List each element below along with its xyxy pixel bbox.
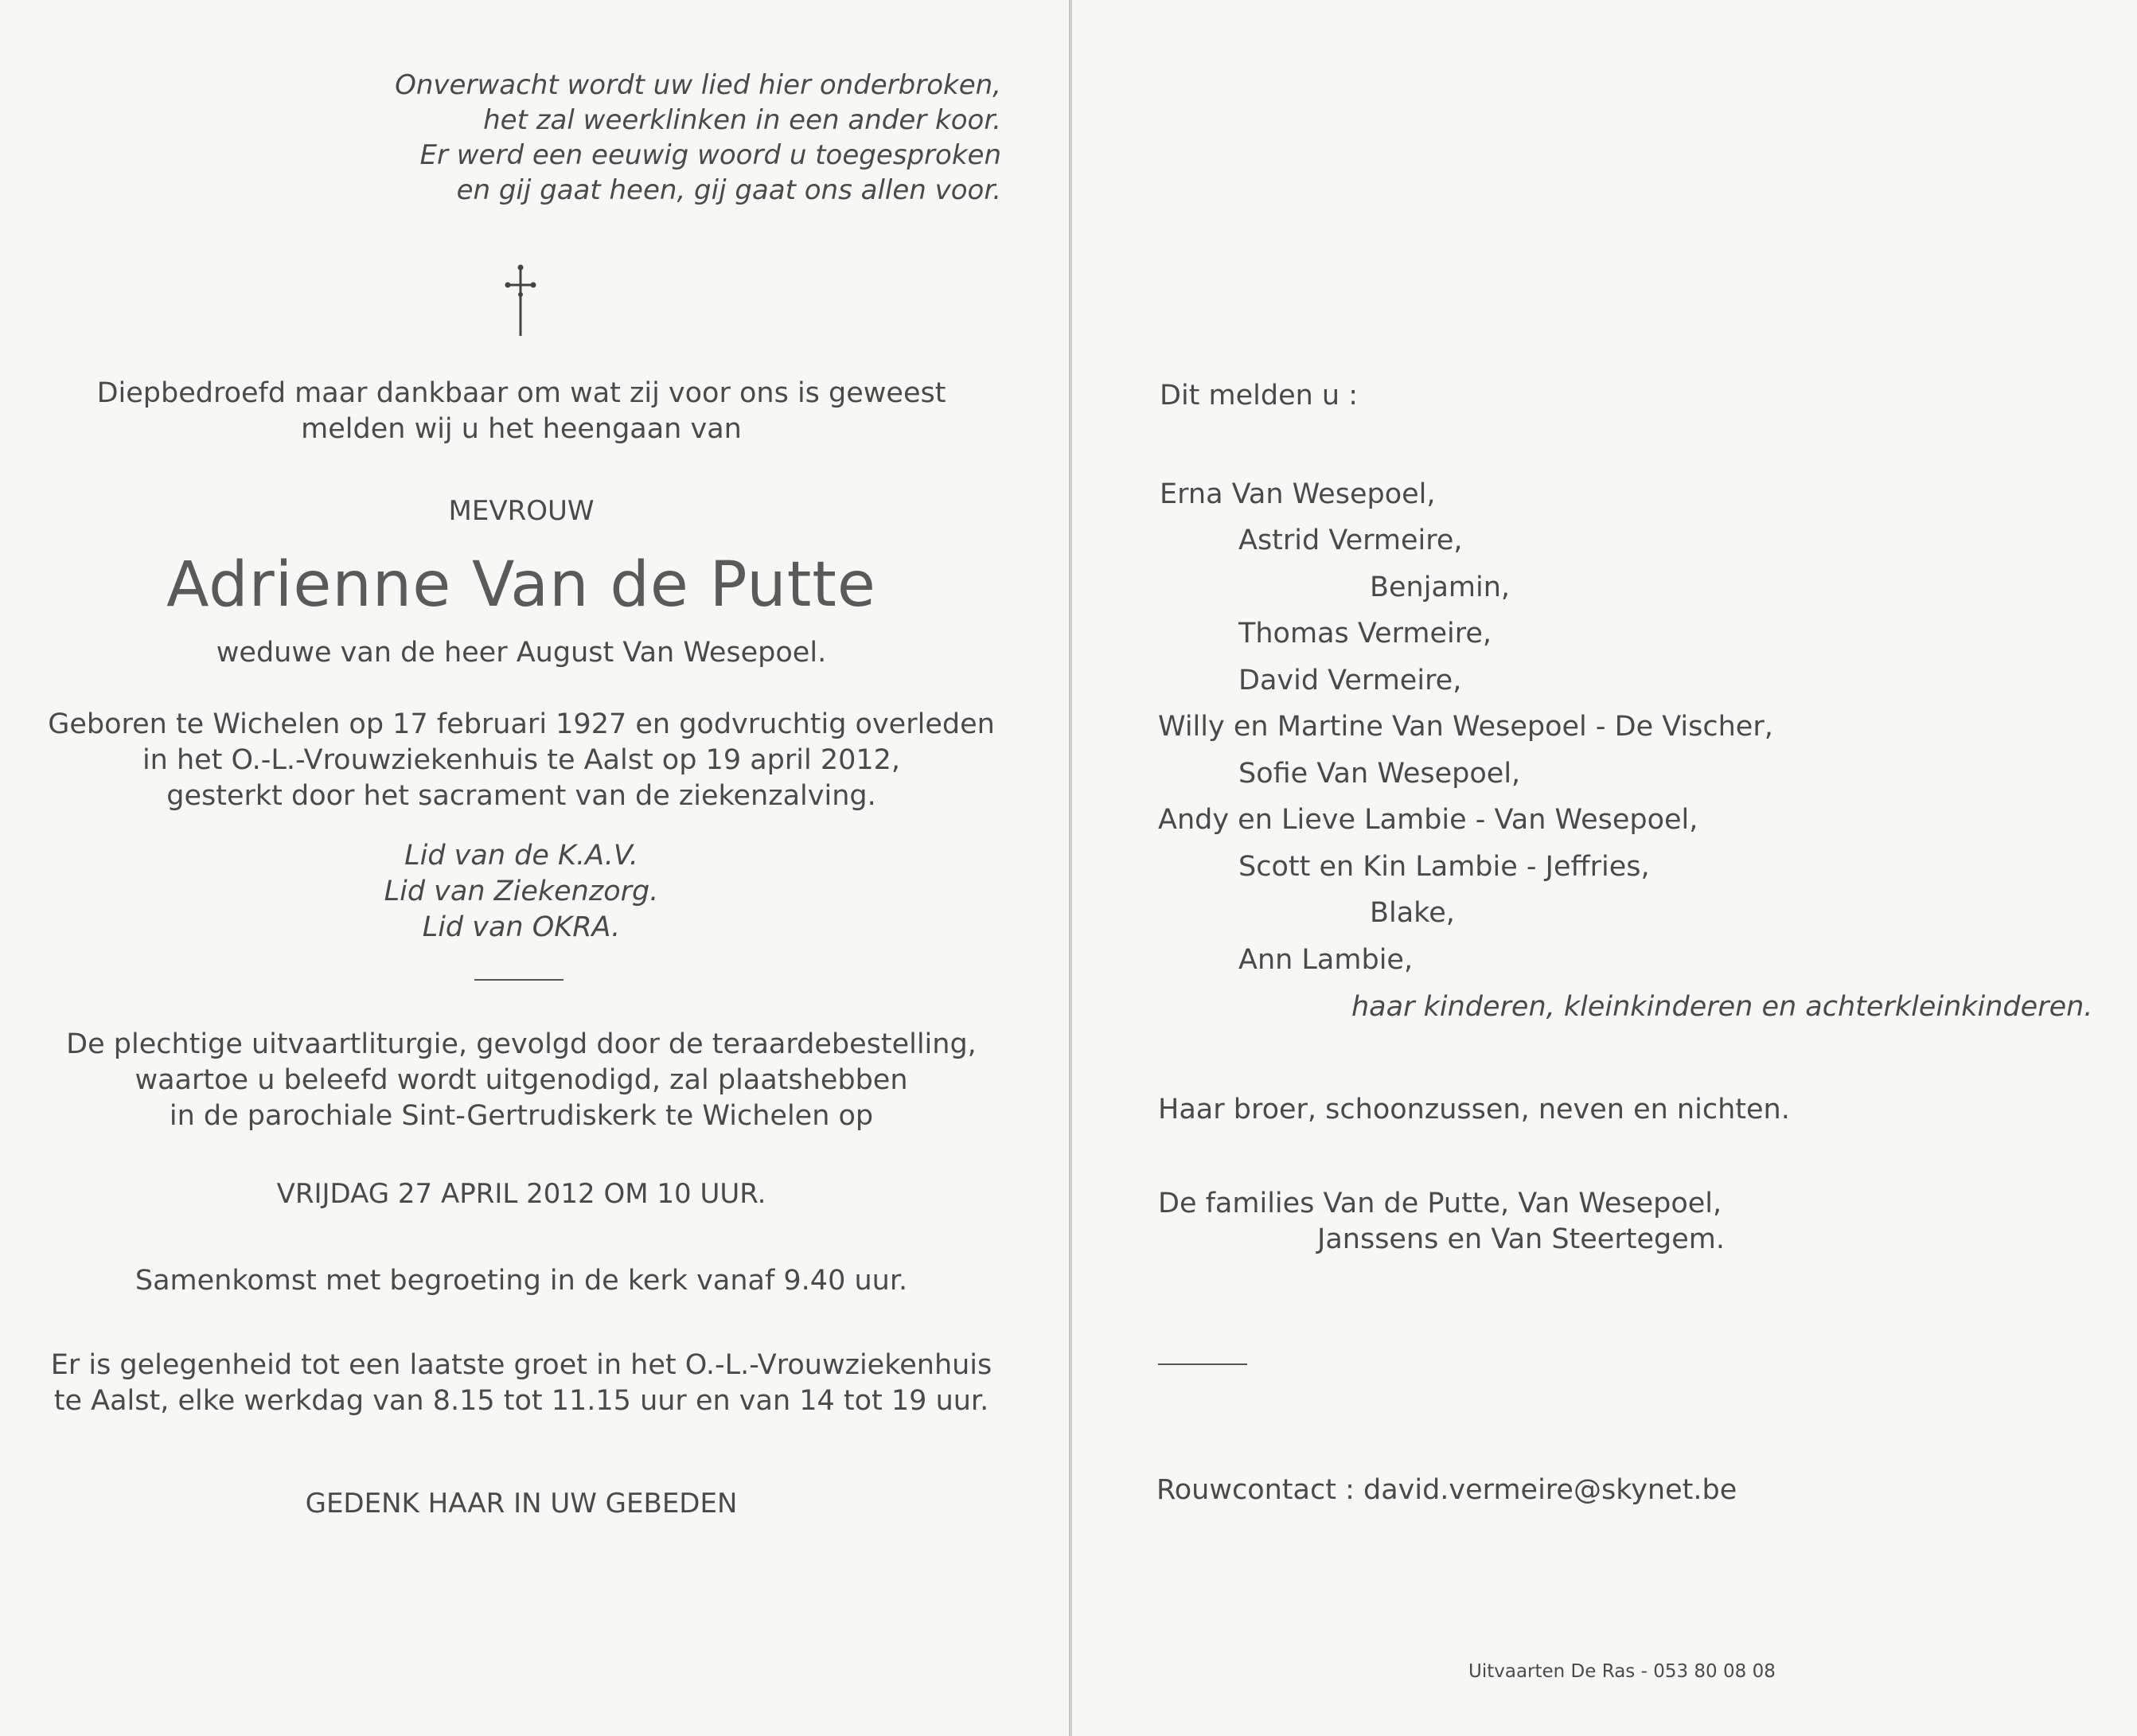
family-member: Blake,	[1370, 897, 1455, 929]
poem	[0, 68, 1001, 208]
funeral-line: De plechtige uitvaartliturgie, gevolgd door de teraardebestelling,	[66, 1028, 977, 1060]
membership-line: Lid van OKRA.	[422, 911, 621, 943]
intro-line: melden wij u het heengaan van	[301, 413, 742, 445]
birth-line: in het O.-L.-Vrouwziekenhuis te Aalst op 19 april 2012,	[142, 744, 901, 776]
gathering-line: Samenkomst met begroeting in de kerk vanaf 9.40 uur.	[135, 1265, 908, 1297]
membership-line: Lid van Ziekenzorg.	[384, 876, 659, 907]
prayer-line: GEDENK HAAR IN UW GEBEDEN	[305, 1488, 738, 1519]
family-member: Benjamin,	[1370, 572, 1511, 603]
poem-line: en gij gaat heen, gij gaat ons allen voor.	[456, 174, 1001, 206]
announce-line: Dit melden u :	[1160, 380, 1359, 412]
birth-line: Geboren te Wichelen op 17 februari 1927 en godvruchtig overleden	[48, 708, 995, 740]
family-member: Thomas Vermeire,	[1238, 618, 1492, 650]
family-member: Sofie Van Wesepoel,	[1238, 758, 1521, 790]
divider	[474, 979, 563, 981]
families-line: De families Van de Putte, Van Wesepoel,	[1158, 1188, 1722, 1219]
families-line: Janssens en Van Steertegem.	[1317, 1223, 1725, 1255]
birth-line: gesterkt door het sacrament van de ziekenzalving.	[166, 780, 876, 812]
family-member: Scott en Kin Lambie - Jeffries,	[1238, 851, 1650, 883]
family-member: Ann Lambie,	[1238, 944, 1414, 976]
family-member: Erna Van Wesepoel,	[1160, 478, 1436, 510]
deceased-name: Adrienne Van de Putte	[166, 549, 876, 621]
intro-line: Diepbedroefd maar dankbaar om wat zij voor ons is geweest	[96, 377, 946, 409]
divider	[1158, 1363, 1247, 1365]
visit-line: te Aalst, elke werkdag van 8.15 tot 11.15 uur en van 14 tot 19 uur.	[53, 1385, 989, 1417]
widow-line: weduwe van de heer August Van Wesepoel.	[216, 637, 827, 669]
funeral-line: waartoe u beleefd wordt uitgenodigd, zal plaatshebben	[135, 1064, 908, 1096]
funeral-line: in de parochiale Sint-Gertrudiskerk te Wichelen op	[169, 1100, 874, 1132]
siblings-line: Haar broer, schoonzussen, neven en nichten.	[1158, 1094, 1790, 1125]
family-member: David Vermeire,	[1238, 665, 1462, 696]
contact-line: Rouwcontact : david.vermeire@skynet.be	[1156, 1474, 1737, 1506]
membership-line: Lid van de K.A.V.	[404, 840, 638, 872]
undertaker-line: Uitvaarten De Ras - 053 80 08 08	[1468, 1661, 1776, 1682]
poem-line: het zal weerklinken in een ander koor.	[483, 104, 1001, 136]
family-member: Willy en Martine Van Wesepoel - De Vischer,	[1158, 711, 1773, 743]
funeral-date: VRIJDAG 27 APRIL 2012 OM 10 UUR.	[276, 1178, 766, 1210]
poem-line: Er werd een eeuwig woord u toegesproken	[419, 139, 1001, 171]
title-mevrouw: MEVROUW	[448, 495, 595, 527]
right-page	[1072, 0, 2137, 1736]
family-member: Astrid Vermeire,	[1238, 525, 1463, 556]
cross-icon	[503, 263, 538, 338]
family-caption: haar kinderen, kleinkinderen en achterkleinkinderen.	[1351, 991, 2093, 1023]
family-member: Andy en Lieve Lambie - Van Wesepoel,	[1158, 804, 1698, 836]
poem-line: Onverwacht wordt uw lied hier onderbroken,	[395, 69, 1001, 101]
visit-line: Er is gelegenheid tot een laatste groet in het O.-L.-Vrouwziekenhuis	[50, 1349, 992, 1381]
